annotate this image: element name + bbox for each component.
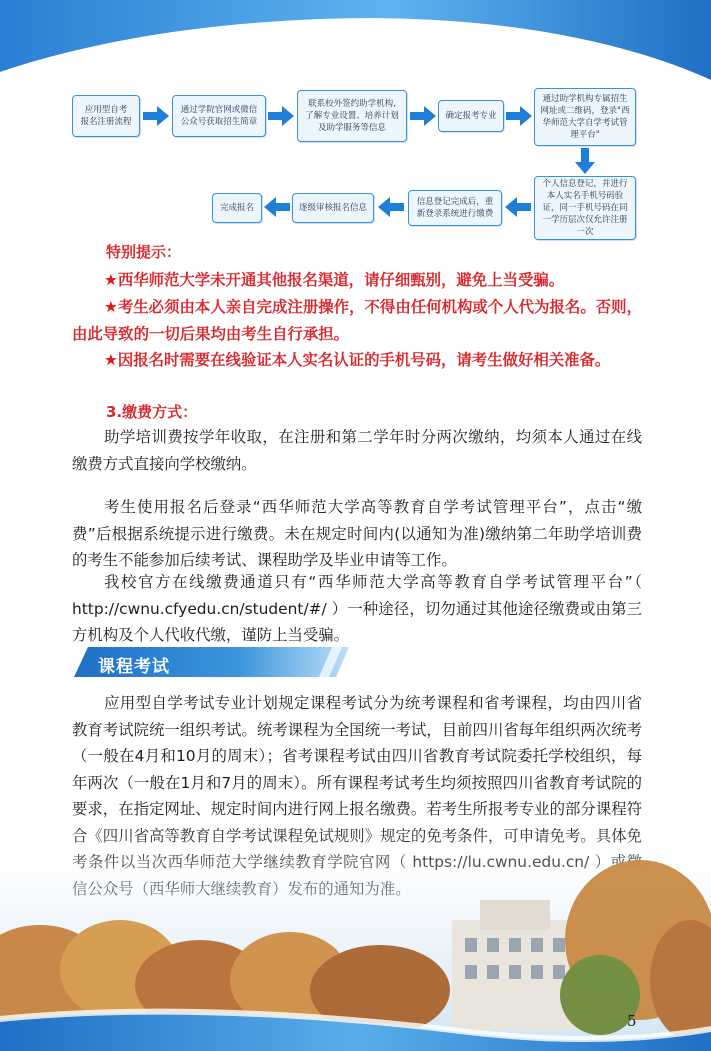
exam-section-title: 课程考试	[98, 657, 170, 677]
exam-paragraph: 应用型自学考试专业计划规定课程考试分为统考课程和省考课程，均由四川省教育考试院统一组织考试。统考课程为全国统一考试，目前四川省每年组织两次统考（一般在4月和10月的周末）；省考课程考试由四川省教育考试院委托学校组织，每年两次（一般在1月和7月的周末）。所有课程考试考生均须按照四川省教育考试院的要求，在指定网址、规定时间内进行网上报名缴费。若考生所报考专业的部分课程符	[72, 694, 642, 818]
flow-step-7	[408, 190, 502, 226]
flow-step-6	[534, 176, 636, 240]
tip-item-1	[72, 267, 642, 294]
arrow-down-icon	[575, 148, 595, 174]
arrow-right-icon	[268, 106, 294, 126]
flow-step-5	[534, 88, 636, 146]
star-icon: ★	[104, 271, 118, 289]
flow-step-9	[212, 193, 262, 223]
star-icon: ★	[104, 351, 118, 369]
flow-step-4-label: 确定报考专业	[445, 111, 497, 121]
flow-step-5-label: 通过助学机构专属招生 网址或二维码，登录"西 华师范大学自学考试管 理平台"	[540, 94, 630, 140]
payment-title: 3.缴费方式：	[106, 403, 198, 421]
page-number: 5	[627, 1012, 637, 1030]
campus-scenery-illustration	[0, 820, 711, 1051]
flow-step-3	[297, 90, 407, 142]
payment-paragraph-2: 考生使用报名后登录“西华师范大学高等教育自学考试管理平台”，点击“缴费”后根据系统提示进行缴费。未在规定时间内(以通知为准)缴纳第二年助学培训费的考生不能参加后续考试、课程助学及毕业申请等工作。	[72, 498, 642, 569]
tip-item-3	[72, 347, 642, 374]
star-icon: ★	[104, 298, 118, 316]
flow-step-1	[72, 95, 140, 137]
payment-paragraph-1: 助学培训费按学年收取，在注册和第二学年时分两次缴纳，均须本人通过在线缴费方式直接向学校缴纳。	[72, 428, 642, 473]
arrow-left-icon	[378, 197, 404, 217]
tip-item-3-text: 因报名时需要在线验证本人实名认证的手机号码，请考生做好相关准备。	[117, 351, 611, 369]
flow-step-1-label: 应用型自考 报名注册流程	[80, 105, 132, 127]
flow-step-9-label: 完成报名	[219, 203, 254, 213]
top-wave-decoration	[0, 0, 711, 90]
arrow-right-icon	[410, 106, 436, 126]
arrow-left-icon	[505, 197, 531, 217]
arrow-right-icon	[143, 106, 169, 126]
arrow-left-icon	[264, 197, 290, 217]
flow-step-7-label: 信息登记完成后，重 新登录系统进行缴费	[416, 197, 494, 219]
payment-paragraph-3: 我校官方在线缴费通道只有“西华师范大学高等教育自学考试管理平台”（ http://cwnu.cfyedu.cn/student/#/ ）一种途径，切勿通过其他途径缴费或由第三方机构及个人代收代缴，谨防上当受骗。	[72, 573, 642, 644]
flow-step-6-label: 个人信息登记，并进行 本人实名手机号码验 证，同一手机号码在同 一学历层次仅允许注册 一次	[542, 179, 628, 237]
flow-step-4	[438, 100, 504, 132]
flow-step-3-label: 联系校外签约助学机构, 了解专业设置、培养计划 及助学服务等信息	[305, 99, 399, 133]
tip-item-2-text: 考生必须由本人亲自完成注册操作，不得由任何机构或个人代为报名。否则，由此导致的一切后果均由考生自行承担。	[72, 298, 642, 343]
flow-step-2	[172, 95, 266, 137]
flow-step-8-label: 逐级审核报名信息	[298, 203, 367, 213]
flow-step-8	[292, 193, 374, 223]
tip-item-1-text: 西华师范大学未开通其他报名渠道，请仔细甄别，避免上当受骗。	[117, 271, 565, 289]
tip-item-2	[72, 294, 642, 347]
tips-title: 特别提示：	[106, 243, 182, 261]
flow-step-2-label: 通过学院官网或微信 公众号获取招生简章	[180, 105, 258, 127]
arrow-right-icon	[506, 106, 532, 126]
